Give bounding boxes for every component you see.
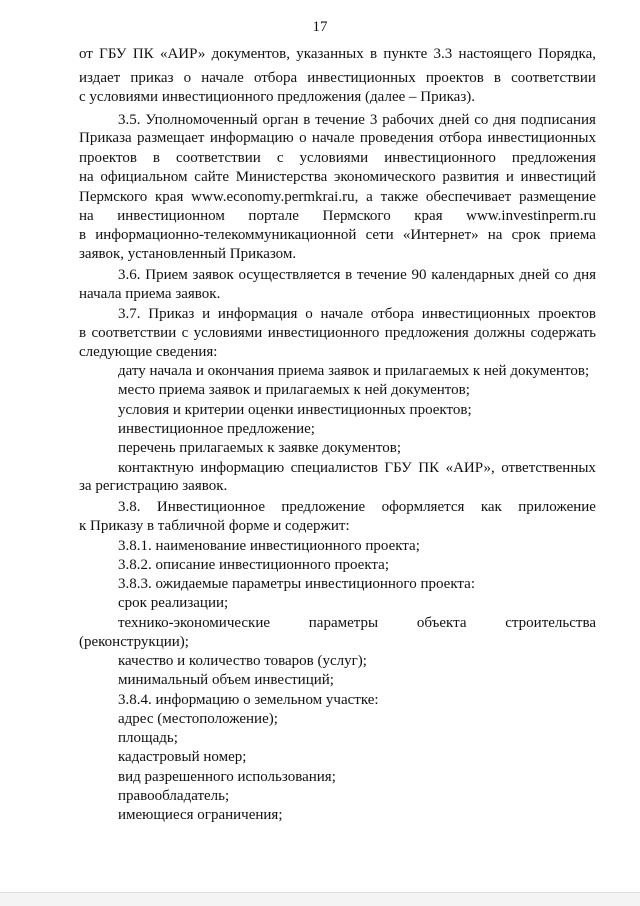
word: от (79, 46, 93, 62)
word: оформляется (381, 499, 465, 515)
text-line (118, 498, 596, 517)
word: о (183, 70, 192, 86)
word: Министерства (235, 169, 328, 185)
word: в (493, 70, 501, 86)
page-number: 17 (312, 19, 328, 35)
word: в (370, 46, 378, 62)
word: сети (365, 227, 394, 243)
bottom-viewer-strip (0, 892, 640, 906)
text-line: с условиями инвестиционного предложения (далее – Приказ). (79, 89, 476, 105)
word: информация (217, 306, 298, 322)
word: настоящего (458, 46, 532, 62)
text-line (79, 149, 596, 168)
word: содержать (530, 325, 596, 341)
word: подписания (520, 112, 596, 128)
word: развития (442, 169, 500, 185)
text-line: начала приема заявок. (79, 286, 221, 302)
word: предложение (281, 499, 366, 515)
word: 3 (369, 112, 378, 128)
word: 3.3 (433, 46, 453, 62)
word: размещает (137, 130, 205, 146)
word: указанных (296, 46, 364, 62)
word: приказ (130, 70, 174, 86)
text-line (79, 207, 596, 226)
word: официальном (100, 169, 188, 185)
word: строительства (505, 615, 596, 631)
text-line: 3.8.4. информацию о земельном участке: (118, 692, 379, 708)
text-line: имеющиеся ограничения; (118, 807, 283, 823)
text-line: 3.8.2. описание инвестиционного проекта; (118, 557, 389, 573)
text-line: минимальный объем инвестиций; (118, 672, 334, 688)
word: рабочих (382, 112, 435, 128)
text-line (118, 111, 596, 130)
word: www.investinperm.ru (466, 208, 596, 224)
text-line (79, 226, 596, 245)
word: дня (573, 267, 596, 283)
text-line (118, 266, 596, 285)
word: в (303, 112, 311, 128)
word: как (480, 499, 502, 515)
word: сайте (194, 169, 229, 185)
text-line (79, 129, 596, 148)
text-line: место приема заявок и прилагаемых к ней документов; (118, 382, 470, 398)
word: начале (311, 130, 355, 146)
word: и (505, 169, 514, 185)
text-line: перечень прилагаемых к заявке документов; (118, 440, 401, 456)
word: осуществляется (238, 267, 341, 283)
text-line: качество и количество товаров (услуг); (118, 653, 367, 669)
word: 90 (411, 267, 427, 283)
text-line: адрес (местоположение); (118, 711, 278, 727)
word: 3.7. (118, 306, 141, 322)
text-line: заявок, установленный Приказом. (79, 246, 297, 262)
word: издает (79, 70, 121, 86)
word: документов, (211, 46, 290, 62)
text-line: следующие сведения: (79, 344, 218, 360)
word: края (155, 189, 184, 205)
word: проектов (425, 70, 484, 86)
word: объекта (416, 615, 467, 631)
word: ПК (132, 46, 154, 62)
word: информацию (209, 130, 294, 146)
word: экономического (333, 169, 436, 185)
word: инвестиционного (384, 150, 496, 166)
word: инвестиционных (307, 70, 416, 86)
word: со (554, 267, 569, 283)
word: в (79, 325, 87, 341)
word: ПК (418, 460, 440, 476)
word: 3.6. (118, 267, 141, 283)
text-line (79, 69, 596, 88)
word: информацию (200, 460, 285, 476)
word: дней (439, 112, 470, 128)
word: соответствии (176, 150, 261, 166)
word: проведения (359, 130, 434, 146)
word: отбора (370, 306, 415, 322)
text-line: вид разрешенного использования; (118, 769, 336, 785)
text-line (79, 324, 596, 343)
word: «Интернет» (402, 227, 479, 243)
word: портале (248, 208, 299, 224)
word: на (79, 208, 94, 224)
text-line (79, 45, 596, 64)
word: отбора (253, 70, 298, 86)
word: дня (493, 112, 516, 128)
text-line: срок реализации; (118, 595, 229, 611)
word: Приказа (79, 130, 132, 146)
word: соответствии (91, 325, 177, 341)
word: предложения (384, 325, 469, 341)
word: начале (201, 70, 244, 86)
word: обеспечивает (425, 189, 512, 205)
word: ГБУ (99, 46, 127, 62)
word: дней (519, 267, 550, 283)
text-line: кадастровый номер; (118, 749, 247, 765)
word: Приказ (148, 306, 195, 322)
word: заявок (192, 267, 234, 283)
word: «АИР», (445, 460, 495, 476)
text-line (118, 305, 596, 324)
word: условиями (299, 150, 369, 166)
text-line: за регистрацию заявок. (79, 478, 228, 494)
word: инвестиционном (117, 208, 225, 224)
word: ответственных (501, 460, 596, 476)
word: контактную (118, 460, 194, 476)
word: Пермского (79, 189, 148, 205)
word: приема (549, 227, 596, 243)
word: пункте (383, 46, 428, 62)
word: инвестиционных (421, 306, 531, 322)
word: срок (511, 227, 541, 243)
word: соответствии (511, 70, 596, 86)
word: 3.8. (118, 499, 141, 515)
word: календарных (431, 267, 515, 283)
text-line: правообладатель; (118, 788, 230, 804)
text-line: дату начала и окончания приема заявок и прилагаемых к ней документов; (118, 363, 590, 379)
word: отбора (438, 130, 483, 146)
word: проектов (79, 150, 137, 166)
word: информационно-телекоммуникационной (95, 227, 357, 243)
word: параметры (308, 615, 379, 631)
word: условиями (193, 325, 263, 341)
word: Инвестиционное (156, 499, 265, 515)
text-line: площадь; (118, 730, 178, 746)
word: Уполномоченный (145, 112, 258, 128)
word: ГБУ (384, 460, 412, 476)
word: приложение (518, 499, 596, 515)
word: проектов (538, 306, 596, 322)
word: о (305, 306, 313, 322)
word: с (181, 325, 189, 341)
word: и (202, 306, 211, 322)
word: Прием (145, 267, 188, 283)
word: «АИР» (159, 46, 206, 62)
text-line (79, 188, 596, 207)
word: размещение (518, 189, 596, 205)
text-line (118, 614, 596, 633)
text-line: 3.8.1. наименование инвестиционного проекта; (118, 538, 420, 554)
word: края (414, 208, 443, 224)
word: течение (356, 267, 407, 283)
text-line: (реконструкции); (79, 634, 189, 650)
word: в (79, 227, 87, 243)
word: 3.5. (118, 112, 141, 128)
word: должны (474, 325, 526, 341)
word: со (474, 112, 489, 128)
text-line: к Приказу в табличной форме и содержит: (79, 518, 350, 534)
word: Порядка, (538, 46, 596, 62)
word: на (487, 227, 503, 243)
text-line: инвестиционное предложение; (118, 421, 315, 437)
text-line (79, 168, 596, 187)
text-line: 3.8.3. ожидаемые параметры инвестиционного проекта: (118, 576, 475, 592)
word: технико-экономические (118, 615, 271, 631)
word: начале (320, 306, 364, 322)
word: орган (262, 112, 299, 128)
word: а (366, 189, 373, 205)
text-line: условия и критерии оценки инвестиционных проектов; (118, 402, 472, 418)
text-line (118, 459, 596, 478)
word: о (299, 130, 307, 146)
word: предложения (511, 150, 596, 166)
word: специалистов (290, 460, 378, 476)
word: инвестиций (520, 169, 596, 185)
word: также (380, 189, 419, 205)
word: течение (315, 112, 365, 128)
word: инвестиционных (487, 130, 596, 146)
word: Пермского (322, 208, 391, 224)
word: на (79, 169, 94, 185)
word: в (345, 267, 353, 283)
word: с (276, 150, 284, 166)
word: www.economy.permkrai.ru, (191, 189, 359, 205)
word: инвестиционного (267, 325, 380, 341)
word: в (152, 150, 161, 166)
